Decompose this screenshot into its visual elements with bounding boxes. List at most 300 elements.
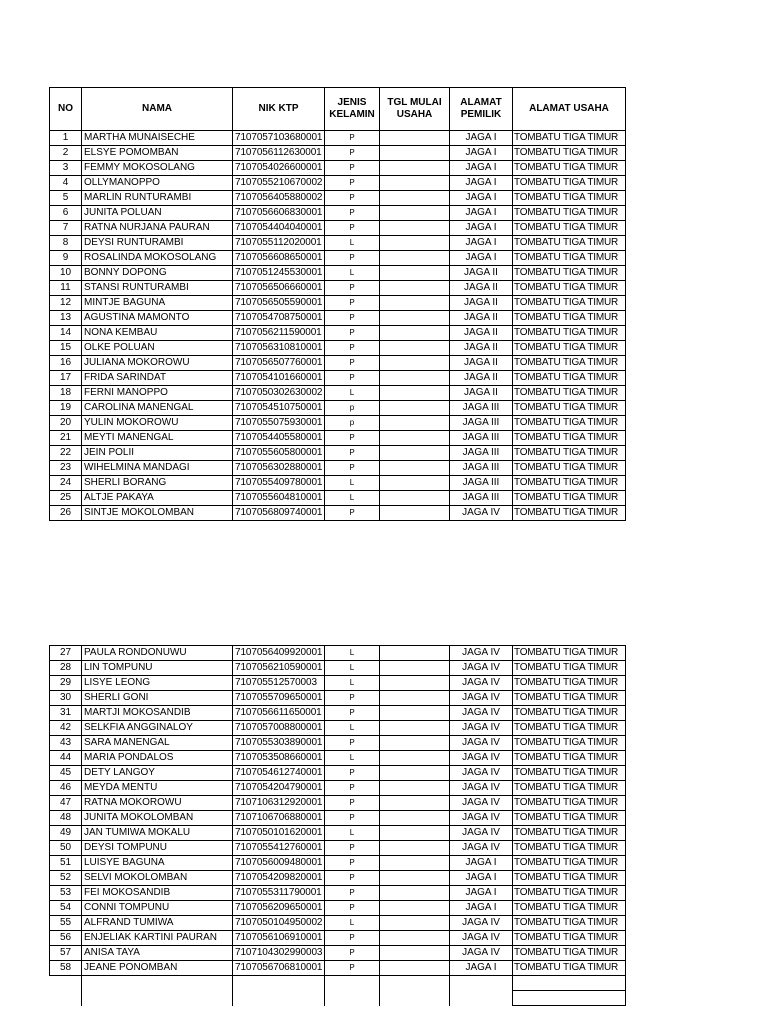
cell-tgl-mulai bbox=[380, 676, 450, 691]
header-nik: NIK KTP bbox=[233, 88, 325, 131]
cell-nama: SARA MANENGAL bbox=[82, 736, 233, 751]
cell-tgl-mulai bbox=[380, 811, 450, 826]
table-row bbox=[50, 386, 626, 401]
cell-nik: 7107056506660001 bbox=[233, 281, 325, 296]
cell-tgl-mulai bbox=[380, 661, 450, 676]
cell-jenis-kelamin: L bbox=[325, 236, 380, 251]
cell-alamat-usaha: TOMBATU TIGA TIMUR bbox=[513, 206, 626, 221]
cell-alamat-usaha: TOMBATU TIGA TIMUR bbox=[513, 706, 626, 721]
cell-nama: SELKFIA ANGGINALOY bbox=[82, 721, 233, 736]
cell-jenis-kelamin: P bbox=[325, 691, 380, 706]
empty-cell bbox=[325, 976, 380, 991]
cell-no: 54 bbox=[50, 901, 82, 916]
cell-alamat-usaha: TOMBATU TIGA TIMUR bbox=[513, 886, 626, 901]
table-row bbox=[50, 476, 626, 491]
cell-nik: 7107056302880001 bbox=[233, 461, 325, 476]
cell-nik: 7107056310810001 bbox=[233, 341, 325, 356]
cell-nik: 7107057103680001 bbox=[233, 131, 325, 146]
empty-cell bbox=[50, 991, 82, 1006]
cell-tgl-mulai bbox=[380, 691, 450, 706]
cell-nik: 7107050104950002 bbox=[233, 916, 325, 931]
registry-table-1 bbox=[49, 87, 626, 521]
cell-no: 29 bbox=[50, 676, 82, 691]
cell-jenis-kelamin: P bbox=[325, 341, 380, 356]
empty-cell bbox=[450, 976, 513, 991]
cell-jenis-kelamin: P bbox=[325, 146, 380, 161]
cell-nik: 7107054708750001 bbox=[233, 311, 325, 326]
cell-nama: FERNI MANOPPO bbox=[82, 386, 233, 401]
cell-tgl-mulai bbox=[380, 371, 450, 386]
cell-alamat-pemilik: JAGA III bbox=[450, 401, 513, 416]
cell-nik: 7107057008800001 bbox=[233, 721, 325, 736]
cell-nama: ALTJE PAKAYA bbox=[82, 491, 233, 506]
cell-no: 21 bbox=[50, 431, 82, 446]
table-row bbox=[50, 796, 626, 811]
cell-nik: 7107104302990003 bbox=[233, 946, 325, 961]
cell-nik: 7107056112630001 bbox=[233, 146, 325, 161]
header-nama: NAMA bbox=[82, 88, 233, 131]
cell-tgl-mulai bbox=[380, 491, 450, 506]
cell-no: 28 bbox=[50, 661, 82, 676]
cell-no: 17 bbox=[50, 371, 82, 386]
cell-nik: 7107106706880001 bbox=[233, 811, 325, 826]
cell-no: 25 bbox=[50, 491, 82, 506]
cell-alamat-usaha: TOMBATU TIGA TIMUR bbox=[513, 661, 626, 676]
cell-no: 9 bbox=[50, 251, 82, 266]
cell-jenis-kelamin: P bbox=[325, 796, 380, 811]
cell-tgl-mulai bbox=[380, 416, 450, 431]
cell-alamat-usaha: TOMBATU TIGA TIMUR bbox=[513, 266, 626, 281]
cell-alamat-pemilik: JAGA II bbox=[450, 281, 513, 296]
cell-no: 4 bbox=[50, 176, 82, 191]
cell-no: 43 bbox=[50, 736, 82, 751]
cell-jenis-kelamin: P bbox=[325, 431, 380, 446]
table-row bbox=[50, 901, 626, 916]
cell-jenis-kelamin: L bbox=[325, 826, 380, 841]
cell-alamat-usaha: TOMBATU TIGA TIMUR bbox=[513, 221, 626, 236]
header-tgl-mulai: TGL MULAI USAHA bbox=[380, 88, 450, 131]
cell-jenis-kelamin: P bbox=[325, 961, 380, 976]
cell-nama: MARIA PONDALOS bbox=[82, 751, 233, 766]
cell-nik: 7107056409920001 bbox=[233, 646, 325, 661]
cell-tgl-mulai bbox=[380, 461, 450, 476]
cell-alamat-pemilik: JAGA I bbox=[450, 161, 513, 176]
cell-alamat-pemilik: JAGA IV bbox=[450, 826, 513, 841]
cell-nama: JUNITA MOKOLOMBAN bbox=[82, 811, 233, 826]
cell-tgl-mulai bbox=[380, 796, 450, 811]
cell-nik: 7107055112020001 bbox=[233, 236, 325, 251]
cell-tgl-mulai bbox=[380, 506, 450, 521]
cell-tgl-mulai bbox=[380, 251, 450, 266]
cell-alamat-pemilik: JAGA I bbox=[450, 131, 513, 146]
cell-tgl-mulai bbox=[380, 706, 450, 721]
cell-no: 58 bbox=[50, 961, 82, 976]
cell-nama: FRIDA SARINDAT bbox=[82, 371, 233, 386]
cell-alamat-pemilik: JAGA IV bbox=[450, 931, 513, 946]
cell-alamat-usaha: TOMBATU TIGA TIMUR bbox=[513, 191, 626, 206]
header-alamat-pemilik: ALAMAT PEMILIK bbox=[450, 88, 513, 131]
cell-jenis-kelamin: P bbox=[325, 871, 380, 886]
cell-alamat-usaha: TOMBATU TIGA TIMUR bbox=[513, 721, 626, 736]
cell-tgl-mulai bbox=[380, 886, 450, 901]
cell-alamat-pemilik: JAGA IV bbox=[450, 691, 513, 706]
cell-jenis-kelamin: P bbox=[325, 946, 380, 961]
cell-tgl-mulai bbox=[380, 386, 450, 401]
table-row bbox=[50, 266, 626, 281]
cell-jenis-kelamin: P bbox=[325, 161, 380, 176]
cell-tgl-mulai bbox=[380, 931, 450, 946]
cell-no: 31 bbox=[50, 706, 82, 721]
cell-nama: SINTJE MOKOLOMBAN bbox=[82, 506, 233, 521]
cell-no: 57 bbox=[50, 946, 82, 961]
table-row bbox=[50, 751, 626, 766]
cell-jenis-kelamin: P bbox=[325, 931, 380, 946]
table-row bbox=[50, 446, 626, 461]
cell-tgl-mulai bbox=[380, 266, 450, 281]
cell-alamat-usaha: TOMBATU TIGA TIMUR bbox=[513, 161, 626, 176]
cell-nama: STANSI RUNTURAMBI bbox=[82, 281, 233, 296]
cell-jenis-kelamin: L bbox=[325, 916, 380, 931]
cell-nama: ELSYE POMOMBAN bbox=[82, 146, 233, 161]
cell-nik: 7107055605800001 bbox=[233, 446, 325, 461]
cell-nik: 7107056211590001 bbox=[233, 326, 325, 341]
empty-cell bbox=[450, 991, 513, 1006]
cell-tgl-mulai bbox=[380, 341, 450, 356]
cell-nama: ENJELIAK KARTINI PAURAN bbox=[82, 931, 233, 946]
cell-tgl-mulai bbox=[380, 961, 450, 976]
cell-alamat-pemilik: JAGA II bbox=[450, 266, 513, 281]
cell-alamat-usaha: TOMBATU TIGA TIMUR bbox=[513, 781, 626, 796]
empty-cell bbox=[380, 991, 450, 1006]
table-row bbox=[50, 341, 626, 356]
cell-jenis-kelamin: p bbox=[325, 401, 380, 416]
cell-jenis-kelamin: P bbox=[325, 296, 380, 311]
cell-jenis-kelamin: P bbox=[325, 371, 380, 386]
cell-jenis-kelamin: P bbox=[325, 311, 380, 326]
cell-nik: 7107054404040001 bbox=[233, 221, 325, 236]
cell-nama: LUISYE BAGUNA bbox=[82, 856, 233, 871]
cell-alamat-pemilik: JAGA IV bbox=[450, 646, 513, 661]
cell-tgl-mulai bbox=[380, 946, 450, 961]
table-row bbox=[50, 191, 626, 206]
cell-nama: MINTJE BAGUNA bbox=[82, 296, 233, 311]
cell-tgl-mulai bbox=[380, 781, 450, 796]
cell-nama: CONNI TOMPUNU bbox=[82, 901, 233, 916]
cell-alamat-usaha: TOMBATU TIGA TIMUR bbox=[513, 416, 626, 431]
cell-tgl-mulai bbox=[380, 721, 450, 736]
cell-nama: NONA KEMBAU bbox=[82, 326, 233, 341]
cell-nik: 7107056809740001 bbox=[233, 506, 325, 521]
cell-alamat-usaha: TOMBATU TIGA TIMUR bbox=[513, 476, 626, 491]
cell-jenis-kelamin: P bbox=[325, 811, 380, 826]
cell-nik: 7107056606830001 bbox=[233, 206, 325, 221]
cell-jenis-kelamin: P bbox=[325, 281, 380, 296]
cell-alamat-pemilik: JAGA III bbox=[450, 446, 513, 461]
cell-no: 26 bbox=[50, 506, 82, 521]
cell-no: 8 bbox=[50, 236, 82, 251]
cell-alamat-usaha: TOMBATU TIGA TIMUR bbox=[513, 871, 626, 886]
table-row bbox=[50, 961, 626, 976]
cell-jenis-kelamin: P bbox=[325, 736, 380, 751]
cell-tgl-mulai bbox=[380, 131, 450, 146]
cell-alamat-usaha: TOMBATU TIGA TIMUR bbox=[513, 946, 626, 961]
cell-jenis-kelamin: P bbox=[325, 446, 380, 461]
cell-jenis-kelamin: P bbox=[325, 131, 380, 146]
cell-jenis-kelamin: P bbox=[325, 356, 380, 371]
cell-alamat-pemilik: JAGA I bbox=[450, 146, 513, 161]
cell-alamat-pemilik: JAGA III bbox=[450, 416, 513, 431]
empty-cell bbox=[233, 976, 325, 991]
cell-alamat-usaha: TOMBATU TIGA TIMUR bbox=[513, 326, 626, 341]
table-row bbox=[50, 296, 626, 311]
empty-cell bbox=[380, 976, 450, 991]
cell-no: 48 bbox=[50, 811, 82, 826]
cell-nik: 7107056608650001 bbox=[233, 251, 325, 266]
cell-jenis-kelamin: L bbox=[325, 476, 380, 491]
cell-alamat-usaha: TOMBATU TIGA TIMUR bbox=[513, 281, 626, 296]
cell-nama: ALFRAND TUMIWA bbox=[82, 916, 233, 931]
cell-nama: ROSALINDA MOKOSOLANG bbox=[82, 251, 233, 266]
table-row bbox=[50, 311, 626, 326]
cell-nik: 7107055210670002 bbox=[233, 176, 325, 191]
cell-nik: 7107056209650001 bbox=[233, 901, 325, 916]
cell-jenis-kelamin: L bbox=[325, 491, 380, 506]
cell-alamat-pemilik: JAGA IV bbox=[450, 796, 513, 811]
cell-tgl-mulai bbox=[380, 236, 450, 251]
table-row bbox=[50, 766, 626, 781]
cell-alamat-usaha: TOMBATU TIGA TIMUR bbox=[513, 901, 626, 916]
cell-alamat-pemilik: JAGA IV bbox=[450, 676, 513, 691]
cell-alamat-pemilik: JAGA I bbox=[450, 961, 513, 976]
cell-tgl-mulai bbox=[380, 311, 450, 326]
cell-jenis-kelamin: P bbox=[325, 506, 380, 521]
header-jenis-kelamin: JENIS KELAMIN bbox=[325, 88, 380, 131]
cell-alamat-usaha: TOMBATU TIGA TIMUR bbox=[513, 751, 626, 766]
cell-alamat-pemilik: JAGA I bbox=[450, 176, 513, 191]
table-row bbox=[50, 371, 626, 386]
cell-tgl-mulai bbox=[380, 476, 450, 491]
header-alamat-usaha: ALAMAT USAHA bbox=[513, 88, 626, 131]
cell-no: 20 bbox=[50, 416, 82, 431]
cell-nik: 7107055709650001 bbox=[233, 691, 325, 706]
cell-alamat-pemilik: JAGA III bbox=[450, 461, 513, 476]
cell-alamat-usaha: TOMBATU TIGA TIMUR bbox=[513, 461, 626, 476]
cell-tgl-mulai bbox=[380, 191, 450, 206]
cell-nama: MARTJI MOKOSANDIB bbox=[82, 706, 233, 721]
table-row bbox=[50, 916, 626, 931]
cell-nik: 7107054101660001 bbox=[233, 371, 325, 386]
table-row bbox=[50, 236, 626, 251]
cell-alamat-pemilik: JAGA II bbox=[450, 296, 513, 311]
table-row bbox=[50, 131, 626, 146]
cell-no: 51 bbox=[50, 856, 82, 871]
cell-no: 18 bbox=[50, 386, 82, 401]
empty-cell bbox=[82, 976, 233, 991]
cell-alamat-usaha: TOMBATU TIGA TIMUR bbox=[513, 931, 626, 946]
cell-nik: 7107054405580001 bbox=[233, 431, 325, 446]
cell-alamat-usaha: TOMBATU TIGA TIMUR bbox=[513, 296, 626, 311]
cell-jenis-kelamin: P bbox=[325, 176, 380, 191]
cell-no: 53 bbox=[50, 886, 82, 901]
cell-no: 3 bbox=[50, 161, 82, 176]
cell-nama: RATNA NURJANA PAURAN bbox=[82, 221, 233, 236]
cell-no: 55 bbox=[50, 916, 82, 931]
table-row bbox=[50, 146, 626, 161]
cell-jenis-kelamin: L bbox=[325, 386, 380, 401]
cell-tgl-mulai bbox=[380, 646, 450, 661]
cell-no: 52 bbox=[50, 871, 82, 886]
cell-alamat-usaha: TOMBATU TIGA TIMUR bbox=[513, 356, 626, 371]
cell-nik: 7107050302630002 bbox=[233, 386, 325, 401]
cell-alamat-pemilik: JAGA III bbox=[450, 431, 513, 446]
cell-alamat-usaha: TOMBATU TIGA TIMUR bbox=[513, 826, 626, 841]
cell-alamat-pemilik: JAGA IV bbox=[450, 506, 513, 521]
cell-tgl-mulai bbox=[380, 206, 450, 221]
cell-no: 46 bbox=[50, 781, 82, 796]
table-row bbox=[50, 841, 626, 856]
cell-no: 10 bbox=[50, 266, 82, 281]
table-row bbox=[50, 826, 626, 841]
cell-alamat-pemilik: JAGA IV bbox=[450, 706, 513, 721]
table-row bbox=[50, 676, 626, 691]
cell-tgl-mulai bbox=[380, 431, 450, 446]
cell-alamat-usaha: TOMBATU TIGA TIMUR bbox=[513, 131, 626, 146]
cell-alamat-pemilik: JAGA I bbox=[450, 871, 513, 886]
cell-jenis-kelamin: L bbox=[325, 646, 380, 661]
cell-no: 16 bbox=[50, 356, 82, 371]
cell-no: 23 bbox=[50, 461, 82, 476]
cell-nik: 7107051245530001 bbox=[233, 266, 325, 281]
cell-nama: JEIN POLII bbox=[82, 446, 233, 461]
table-row bbox=[50, 401, 626, 416]
cell-nama: MEYDA MENTU bbox=[82, 781, 233, 796]
cell-tgl-mulai bbox=[380, 736, 450, 751]
cell-alamat-pemilik: JAGA II bbox=[450, 311, 513, 326]
cell-no: 27 bbox=[50, 646, 82, 661]
cell-alamat-pemilik: JAGA II bbox=[450, 326, 513, 341]
cell-no: 1 bbox=[50, 131, 82, 146]
cell-alamat-usaha: TOMBATU TIGA TIMUR bbox=[513, 311, 626, 326]
cell-no: 12 bbox=[50, 296, 82, 311]
cell-tgl-mulai bbox=[380, 751, 450, 766]
cell-alamat-usaha: TOMBATU TIGA TIMUR bbox=[513, 491, 626, 506]
cell-nik: 7107056706810001 bbox=[233, 961, 325, 976]
cell-nama: JEANE PONOMBAN bbox=[82, 961, 233, 976]
header-no: NO bbox=[50, 88, 82, 131]
cell-nama: FEMMY MOKOSOLANG bbox=[82, 161, 233, 176]
cell-alamat-pemilik: JAGA IV bbox=[450, 751, 513, 766]
cell-nama: SELVI MOKOLOMBAN bbox=[82, 871, 233, 886]
cell-no: 14 bbox=[50, 326, 82, 341]
cell-jenis-kelamin: P bbox=[325, 326, 380, 341]
cell-no: 24 bbox=[50, 476, 82, 491]
cell-alamat-usaha: TOMBATU TIGA TIMUR bbox=[513, 371, 626, 386]
cell-no: 11 bbox=[50, 281, 82, 296]
cell-no: 19 bbox=[50, 401, 82, 416]
cell-no: 49 bbox=[50, 826, 82, 841]
cell-alamat-usaha: TOMBATU TIGA TIMUR bbox=[513, 916, 626, 931]
empty-cell bbox=[513, 976, 626, 991]
cell-nik: 7107056106910001 bbox=[233, 931, 325, 946]
cell-jenis-kelamin: P bbox=[325, 251, 380, 266]
cell-no: 2 bbox=[50, 146, 82, 161]
table-row bbox=[50, 661, 626, 676]
cell-alamat-usaha: TOMBATU TIGA TIMUR bbox=[513, 766, 626, 781]
cell-nama: DEYSI TOMPUNU bbox=[82, 841, 233, 856]
registry-table-2 bbox=[49, 645, 626, 1006]
table-row bbox=[50, 646, 626, 661]
cell-alamat-usaha: TOMBATU TIGA TIMUR bbox=[513, 146, 626, 161]
cell-alamat-usaha: TOMBATU TIGA TIMUR bbox=[513, 236, 626, 251]
cell-jenis-kelamin: L bbox=[325, 751, 380, 766]
table-row bbox=[50, 461, 626, 476]
cell-alamat-pemilik: JAGA II bbox=[450, 356, 513, 371]
cell-jenis-kelamin: P bbox=[325, 221, 380, 236]
cell-nama: SHERLI GONI bbox=[82, 691, 233, 706]
cell-alamat-usaha: TOMBATU TIGA TIMUR bbox=[513, 646, 626, 661]
table-row bbox=[50, 781, 626, 796]
cell-nik: 7107055412760001 bbox=[233, 841, 325, 856]
cell-alamat-usaha: TOMBATU TIGA TIMUR bbox=[513, 856, 626, 871]
table-row bbox=[50, 871, 626, 886]
cell-nama: OLLYMANOPPO bbox=[82, 176, 233, 191]
cell-nik: 7107055311790001 bbox=[233, 886, 325, 901]
empty-cell bbox=[50, 976, 82, 991]
cell-nik: 7107054612740001 bbox=[233, 766, 325, 781]
cell-alamat-usaha: TOMBATU TIGA TIMUR bbox=[513, 446, 626, 461]
table-row bbox=[50, 326, 626, 341]
cell-no: 45 bbox=[50, 766, 82, 781]
cell-alamat-pemilik: JAGA I bbox=[450, 901, 513, 916]
cell-nik: 7107055303890001 bbox=[233, 736, 325, 751]
cell-jenis-kelamin: P bbox=[325, 191, 380, 206]
cell-alamat-pemilik: JAGA IV bbox=[450, 811, 513, 826]
cell-nik: 7107054204790001 bbox=[233, 781, 325, 796]
cell-nama: LISYE LEONG bbox=[82, 676, 233, 691]
cell-nama: OLKE POLUAN bbox=[82, 341, 233, 356]
cell-alamat-pemilik: JAGA I bbox=[450, 236, 513, 251]
cell-alamat-usaha: TOMBATU TIGA TIMUR bbox=[513, 841, 626, 856]
cell-nama: ANISA TAYA bbox=[82, 946, 233, 961]
cell-nik: 7107056405880002 bbox=[233, 191, 325, 206]
cell-tgl-mulai bbox=[380, 326, 450, 341]
cell-alamat-usaha: TOMBATU TIGA TIMUR bbox=[513, 176, 626, 191]
cell-nik: 7107054026600001 bbox=[233, 161, 325, 176]
cell-no: 42 bbox=[50, 721, 82, 736]
cell-nik: 7107056505590001 bbox=[233, 296, 325, 311]
table-row bbox=[50, 491, 626, 506]
table-row bbox=[50, 416, 626, 431]
cell-nik: 7107055604810001 bbox=[233, 491, 325, 506]
cell-jenis-kelamin: P bbox=[325, 856, 380, 871]
cell-jenis-kelamin: L bbox=[325, 661, 380, 676]
cell-alamat-pemilik: JAGA IV bbox=[450, 721, 513, 736]
cell-nama: MARTHA MUNAISECHE bbox=[82, 131, 233, 146]
cell-nik: 7107050101620001 bbox=[233, 826, 325, 841]
cell-nik: 7107106312920001 bbox=[233, 796, 325, 811]
cell-alamat-usaha: TOMBATU TIGA TIMUR bbox=[513, 691, 626, 706]
cell-no: 6 bbox=[50, 206, 82, 221]
cell-no: 5 bbox=[50, 191, 82, 206]
cell-nama: JAN TUMIWA MOKALU bbox=[82, 826, 233, 841]
cell-alamat-pemilik: JAGA IV bbox=[450, 766, 513, 781]
cell-no: 47 bbox=[50, 796, 82, 811]
cell-nik: 7107056009480001 bbox=[233, 856, 325, 871]
cell-tgl-mulai bbox=[380, 356, 450, 371]
header-row bbox=[50, 88, 626, 131]
cell-jenis-kelamin: p bbox=[325, 416, 380, 431]
cell-alamat-usaha: TOMBATU TIGA TIMUR bbox=[513, 431, 626, 446]
